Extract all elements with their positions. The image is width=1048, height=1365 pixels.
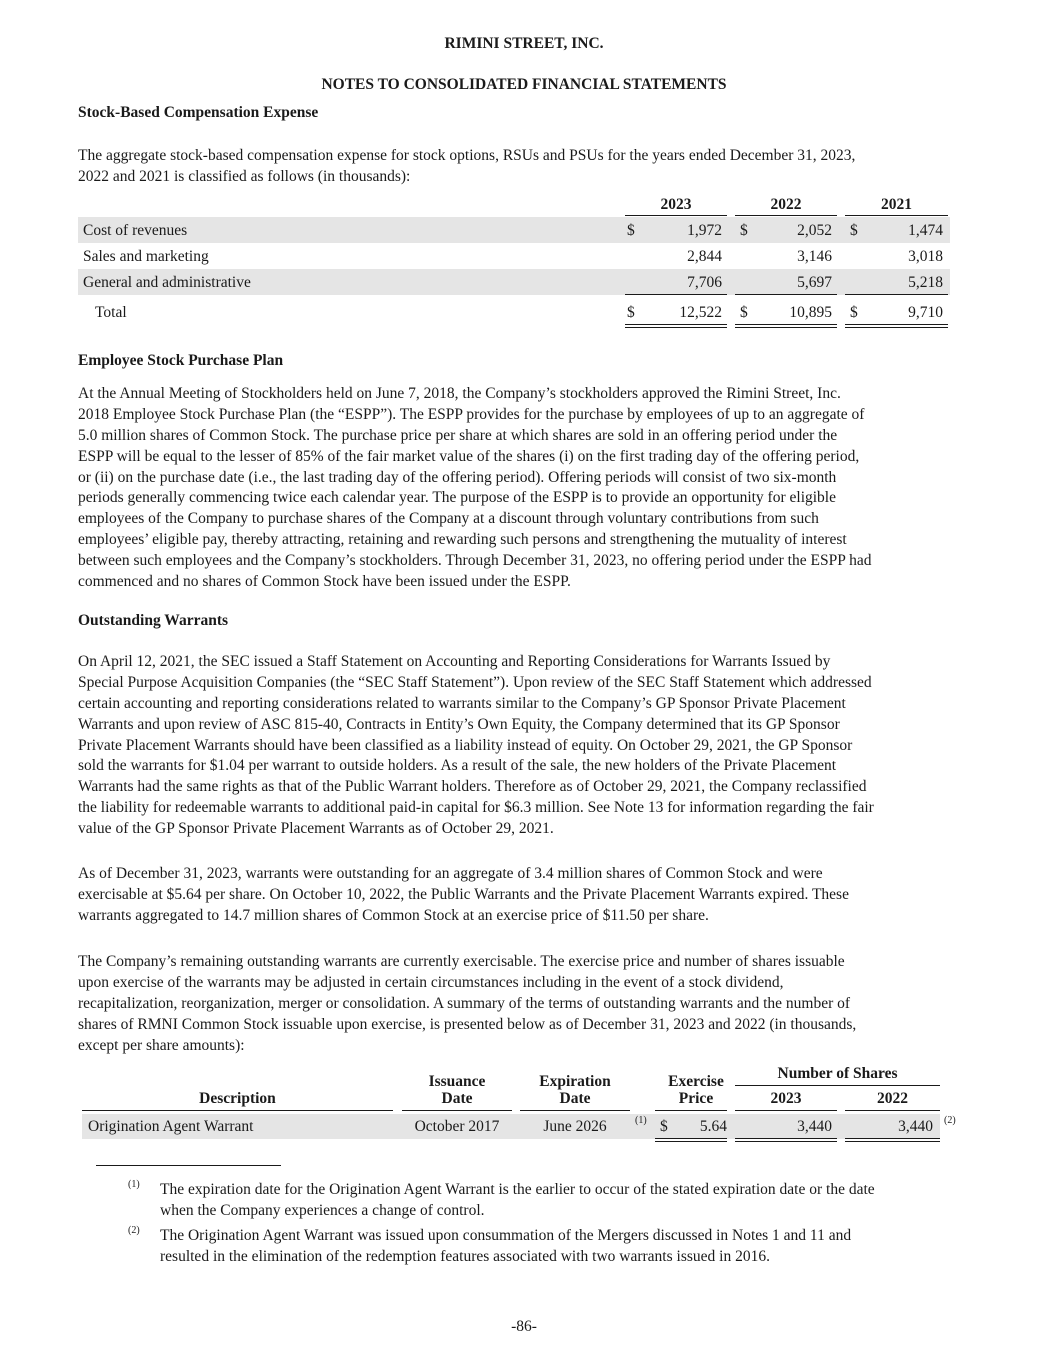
- text-line: value of the GP Sponsor Private Placement Warrants as of October 29, 2021.: [78, 820, 554, 838]
- cell: 5,218: [908, 274, 943, 291]
- footnote-mark: (1): [128, 1179, 140, 1190]
- text-line: Special Purpose Acquisition Companies (the “SEC Staff Statement”). Upon review of the SEC Staff Statement which addressed: [78, 673, 872, 691]
- text-line: recapitalization, reorganization, merger or consolidation. A summary of the terms of outstanding warrants and the number of: [78, 994, 851, 1012]
- shares-2022: 3,440: [898, 1118, 933, 1135]
- currency: $: [740, 222, 748, 239]
- cell: 5,697: [797, 274, 832, 291]
- warrants-paragraph-2: [78, 864, 849, 927]
- cell: 2,052: [797, 222, 832, 239]
- description-header: Description: [199, 1090, 276, 1107]
- cell: 3,018: [908, 248, 943, 265]
- text-line: the liability for redeemable warrants to additional paid-in capital for $6.3 million. See Note 13 for information regarding the fair: [78, 799, 874, 817]
- text-line: periods generally commencing twice each calendar year. The purpose of the ESPP is to provide an opportunity for eligible: [78, 489, 836, 507]
- row-label: Sales and marketing: [83, 248, 209, 265]
- cell: 7,706: [687, 274, 722, 291]
- issuance-header: Issuance: [428, 1073, 486, 1090]
- sbc-heading: Stock-Based Compensation Expense: [78, 104, 319, 121]
- exercise-header: Exercise: [668, 1073, 724, 1090]
- text-line: upon exercise of the warrants may be adjusted in certain circumstances including in the event of a stock dividend,: [78, 973, 784, 991]
- text-line: At the Annual Meeting of Stockholders held on June 7, 2018, the Company’s stockholders approved the Rimini Street, Inc.: [78, 385, 841, 402]
- exercise-price: 5.64: [699, 1118, 727, 1135]
- text-line: certain accounting and reporting considerations related to warrants similar to the Company’s GP Sponsor Private Placement: [78, 694, 846, 712]
- text-line: or (ii) on the purchase date (i.e., the last trading day of the offering period). Offering periods will consist of two six-month: [78, 468, 837, 486]
- text-line: commenced and no shares of Common Stock have been issued under the ESPP.: [78, 573, 571, 591]
- warrants-heading: Outstanding Warrants: [78, 612, 229, 629]
- text-line: between such employees and the Company’s stockholders. Through December 31, 2023, no offering period under the ESPP had: [78, 552, 872, 570]
- sbc-intro: [78, 146, 855, 188]
- footnote-divider: [96, 1165, 281, 1166]
- warrants-paragraph-1: [78, 652, 874, 840]
- shares-2023: 3,440: [797, 1118, 832, 1135]
- currency: $: [627, 304, 635, 321]
- expiration-header: Expiration: [539, 1073, 611, 1090]
- cell: 1,972: [687, 222, 722, 239]
- text-line: except per share amounts):: [78, 1036, 245, 1054]
- text-line: ESPP will be equal to the lesser of 85% of the fair market value of the shares (i) on the first trading day of the offering period,: [78, 447, 860, 465]
- cell: 3,146: [797, 248, 832, 265]
- total-cell: 12,522: [679, 304, 722, 321]
- cell: 2,844: [687, 248, 722, 265]
- year-header: 2022: [770, 196, 802, 213]
- text-line: The expiration date for the Origination Agent Warrant is the earlier to occur of the stated expiration date or the date: [160, 1181, 875, 1198]
- espp-heading: Employee Stock Purchase Plan: [78, 352, 284, 369]
- text-line: On April 12, 2021, the SEC issued a Staff Statement on Accounting and Reporting Considerations for Warrants Issued by: [78, 653, 831, 670]
- warrant-description: Origination Agent Warrant: [88, 1118, 254, 1135]
- text-line: Private Placement Warrants should have been classified as a liability instead of equity. On October 29, 2021, the GP Sponsor: [78, 736, 853, 754]
- issuance-date: October 2017: [414, 1118, 500, 1135]
- currency: $: [740, 304, 748, 321]
- text-line: The Origination Agent Warrant was issued upon consummation of the Mergers discussed in Notes 1 and 11 and: [160, 1227, 852, 1244]
- text-line: 2018 Employee Stock Purchase Plan (the “ESPP”). The ESPP provides for the purchase by employees of up to an aggregate of: [78, 405, 865, 423]
- text-line: The Company’s remaining outstanding warrants are currently exercisable. The exercise price and number of shares issuable: [78, 953, 845, 970]
- text-line: shares of RMNI Common Stock issuable upon exercise, is presented below as of December 31, 2023 and 2022 (in thousands,: [78, 1015, 857, 1033]
- footnote-ref: (2): [944, 1115, 956, 1126]
- text-line: sold the warrants for $1.04 per warrant to outside holders. As a result of the sale, the new holders of the Private Placement: [78, 757, 837, 775]
- total-cell: 9,710: [908, 304, 943, 321]
- currency: $: [850, 222, 858, 239]
- year-header: 2023: [770, 1090, 802, 1107]
- cell: 1,474: [908, 222, 943, 239]
- text-line: resulted in the elimination of the redemption features associated with two warrants issued in 2016.: [160, 1247, 770, 1265]
- text-line: 5.0 million shares of Common Stock. The purchase price per share at which shares are sold in an offering period under the: [78, 426, 838, 444]
- page-subtitle: NOTES TO CONSOLIDATED FINANCIAL STATEMENTS: [321, 76, 727, 93]
- expiration-date: June 2026: [543, 1118, 607, 1135]
- text-line: Warrants had the same rights as that of the Public Warrant holders. Therefore as of October 29, 2021, the Company reclassified: [78, 778, 867, 796]
- issuance-header: Date: [441, 1090, 473, 1107]
- expiration-header: Date: [559, 1090, 591, 1107]
- text-line: employees’ eligible pay, thereby attracting, retaining and rewarding such persons and strengthening the mutuality of interest: [78, 531, 847, 549]
- shares-header: Number of Shares: [777, 1065, 898, 1082]
- exercise-header: Price: [678, 1090, 714, 1107]
- page-number: -86-: [511, 1318, 537, 1335]
- row-label: General and administrative: [83, 274, 251, 291]
- text-line: when the Company experiences a change of control.: [160, 1201, 485, 1219]
- footnote-text: [160, 1226, 851, 1268]
- year-header: 2023: [660, 196, 692, 213]
- currency: $: [850, 304, 858, 321]
- row-label: Cost of revenues: [83, 222, 188, 239]
- footnote-text: [160, 1180, 875, 1222]
- total-label: Total: [95, 304, 127, 321]
- footnote-mark: (2): [128, 1225, 140, 1236]
- currency: $: [627, 222, 635, 239]
- text-line: As of December 31, 2023, warrants were outstanding for an aggregate of 3.4 million shares of Common Stock and were: [78, 865, 823, 882]
- currency: $: [660, 1118, 668, 1135]
- text-line: Warrants and upon review of ASC 815-40, Contracts in Entity’s Own Equity, the Company determined that its GP Sponsor: [78, 715, 840, 733]
- total-cell: 10,895: [789, 304, 832, 321]
- text-line: warrants aggregated to 14.7 million shares of Common Stock at an exercise price of $11.50 per share.: [78, 906, 709, 924]
- text-line: The aggregate stock-based compensation expense for stock options, RSUs and PSUs for the years ended December 31, 2023,: [78, 147, 856, 164]
- year-header: 2021: [881, 196, 912, 213]
- company-name: RIMINI STREET, INC.: [444, 35, 604, 52]
- footnote-ref: (1): [635, 1115, 647, 1126]
- text-line: 2022 and 2021 is classified as follows (in thousands):: [78, 167, 411, 185]
- text-line: employees of the Company to purchase shares of the Company at a discount through voluntary contributions from such: [78, 510, 819, 528]
- warrants-paragraph-3: [78, 952, 856, 1056]
- year-header: 2022: [877, 1090, 908, 1107]
- espp-paragraph: [78, 384, 872, 593]
- text-line: exercisable at $5.64 per share. On October 10, 2022, the Public Warrants and the Private Placement Warrants expired. These: [78, 885, 849, 903]
